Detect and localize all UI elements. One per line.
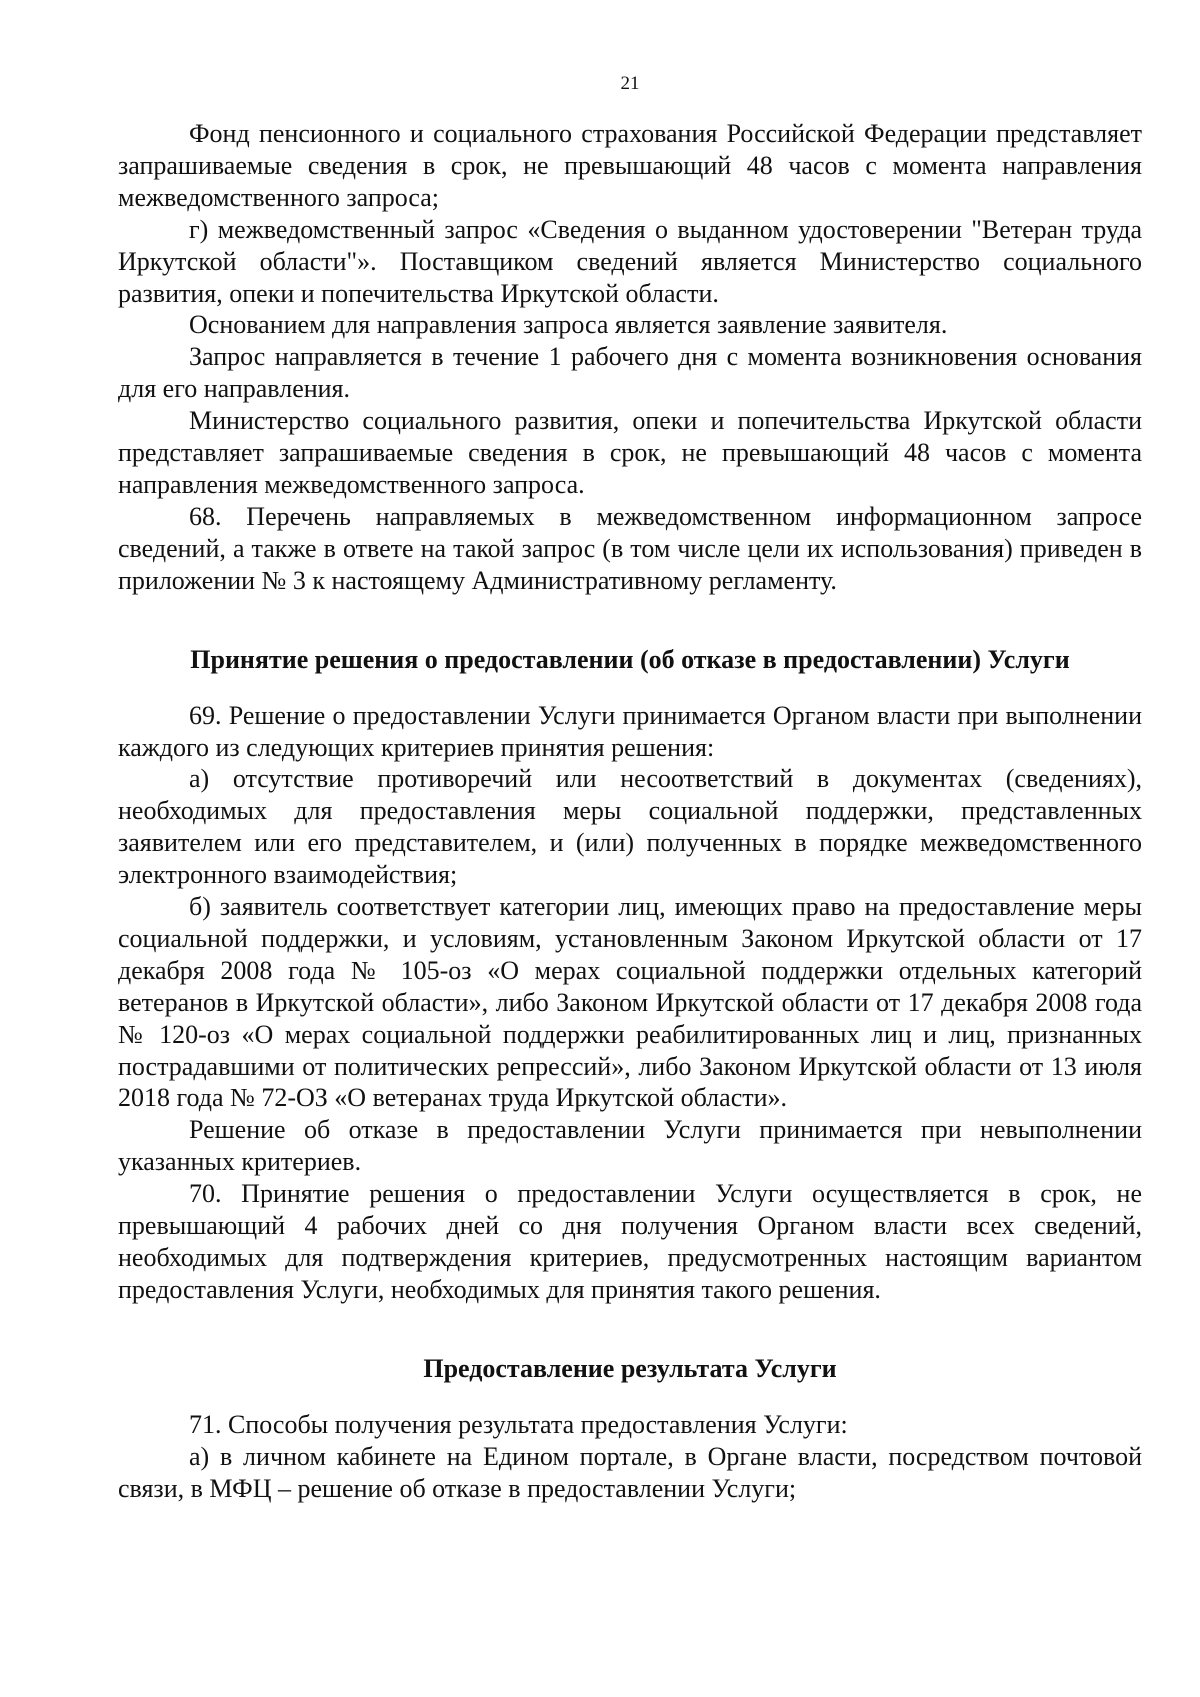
paragraph: 71. Способы получения результата предоставления Услуги: [189,1409,848,1439]
paragraph: 68. Перечень направляемых в межведомственном информационном запросе сведений, а также в ответе на такой запрос (в том числе цели их использования) приведен в приложении № 3 к настоящему Административному регламенту. [118,501,1142,595]
paragraph: Запрос направляется в течение 1 рабочего дня с момента возникновения основания для его направления. [118,342,1142,404]
section-heading-decision: Принятие решения о предоставлении (об отказе в предоставлении) Услуги [190,644,1070,674]
paragraph: Министерство социального развития, опеки и попечительства Иркутской области представляет запрашиваемые сведения в срок, не превышающий 48 часов с момента направления межведомственного запроса. [118,406,1142,499]
paragraph: б) заявитель соответствует категории лиц, имеющих право на предоставление меры социальной поддержки, и условиям, установленным Законом Иркутской области от 17 декабря 2008 года № 105-оз «О мерах социальной поддержки отдельных категорий ветеранов в Иркутской области», либо Законом Иркутской области от 17 декабря 2008 года № 120-оз «О мерах социальной поддержки реабилитированных лиц и лиц, признанных пострадавшими от политических репрессий», либо Законом Иркутской области от 13 июля 2018 года № 72-ОЗ «О ветеранах труда Иркутской области». [118,892,1142,1113]
paragraph: Основанием для направления запроса является заявление заявителя. [189,310,948,340]
paragraph: а) в личном кабинете на Едином портале, в Органе власти, посредством почтовой связи, в МФЦ – решение об отказе в предоставлении Услуги; [118,1441,1142,1503]
paragraph: Решение об отказе в предоставлении Услуги принимается при невыполнении указанных критериев. [118,1115,1142,1177]
paragraph: а) отсутствие противоречий или несоответствий в документах (сведениях), необходимых для предоставления меры социальной поддержки, представленных заявителем или его представителем, и (или) полученных в порядке межведомственного электронного взаимодействия; [118,764,1142,890]
paragraph: 70. Принятие решения о предоставлении Услуги осуществляется в срок, не превышающий 4 рабочих дней со дня получения Органом власти всех сведений, необходимых для подтверждения критериев, предусмотренных настоящим вариантом предоставления Услуги, необходимых для принятия такого решения. [118,1179,1142,1304]
paragraph: Фонд пенсионного и социального страхования Российской Федерации представляет запрашиваемые сведения в срок, не превышающий 48 часов с момента направления межведомственного запроса; [118,119,1142,212]
section-heading-result: Предоставление результата Услуги [423,1353,837,1383]
document-body [118,118,1142,1505]
paragraph: г) межведомственный запрос «Сведения о выданном удостоверении "Ветеран труда Иркутской области"». Поставщиком сведений является Министерство социального развития, опеки и попечительства Иркутской области. [118,214,1142,308]
paragraph: 69. Решение о предоставлении Услуги принимается Органом власти при выполнении каждого из следующих критериев принятия решения: [118,700,1142,762]
page-number: 21 [620,73,640,94]
